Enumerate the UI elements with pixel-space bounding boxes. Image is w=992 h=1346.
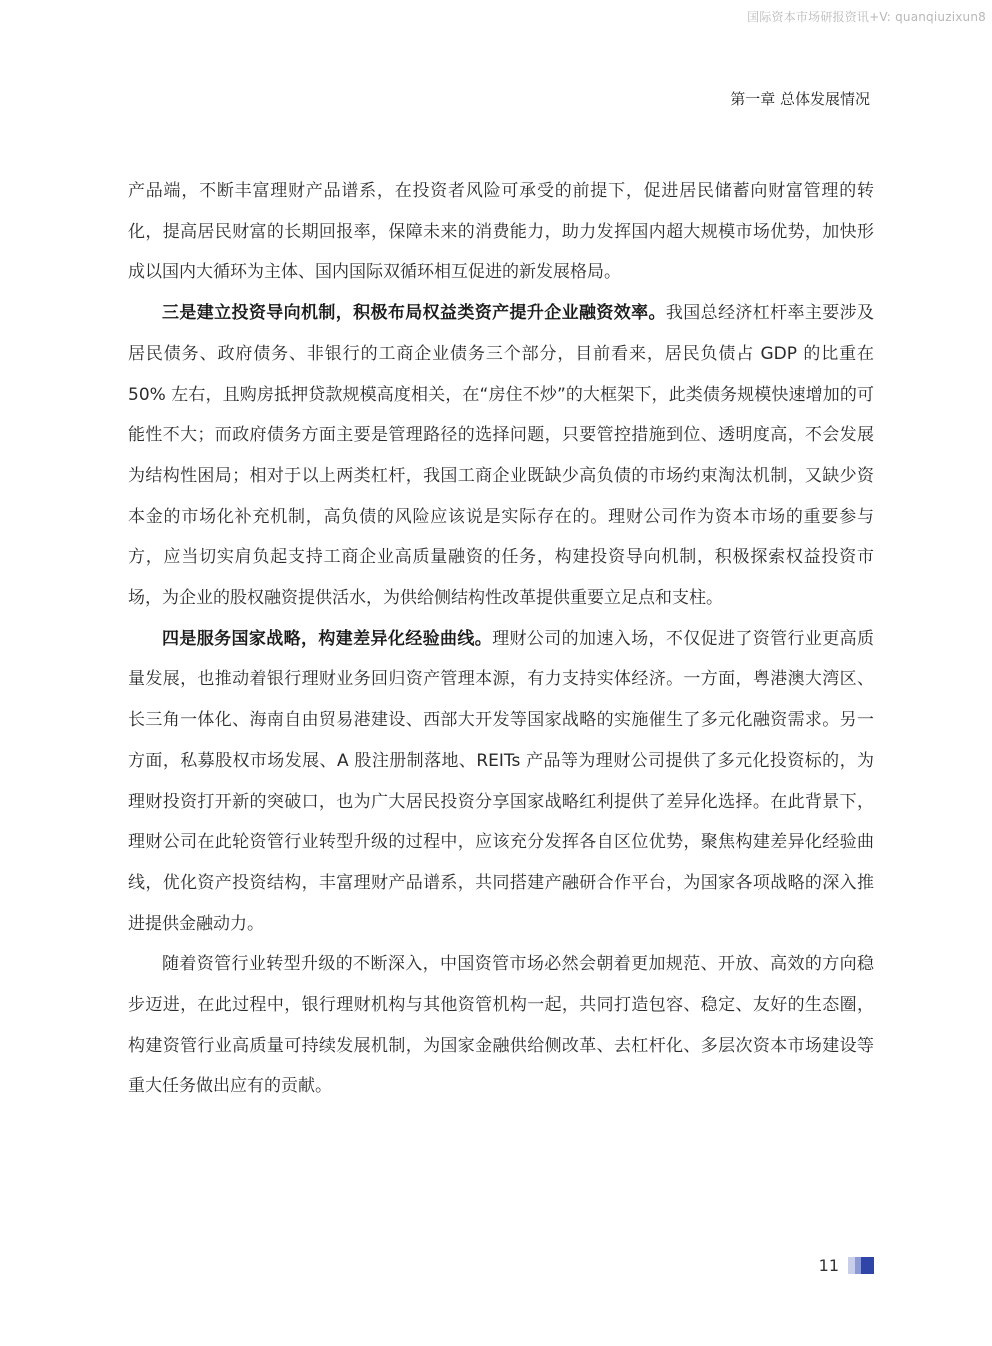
page-mark-dark-block (861, 1257, 874, 1274)
paragraph-lead: 四是服务国家战略，构建差异化经验曲线。 (162, 628, 493, 649)
paragraph-text: 随着资管行业转型升级的不断深入，中国资管市场必然会朝着更加规范、开放、高效的方向稳步迈进，在此过程中，银行理财机构与其他资管机构一起，共同打造包容、稳定、友好的生态圈，构建资管行业高质量可持续发展机制，为国家金融供给侧改革、去杠杆化、多层次资本市场建设等重大任务做出应有的贡献。 (128, 954, 874, 1097)
watermark-text: 国际资本市场研报资讯+V: quanqiuzixun8 (747, 10, 986, 24)
paragraph-text: 我国总经济杠杆率主要涉及居民债务、政府债务、非银行的工商企业债务三个部分，目前看来，居民负债占 GDP 的比重在 50% 左右，且购房抵押贷款规模高度相关，在“房住不炒”的大框架下，此类债务规模快速增加的可能性不大；而政府债务方面主要是管理路径的选择问题，只要管控措施到位、透明度高，不会发展为结构性困局；相对于以上两类杠杆，我国工商企业既缺少高负债的市场约束淘汰机制，又缺少资本金的市场化补充机制，高负债的风险应该说是实际存在的。理财公司作为资本市场的重要参与方，应当切实肩负起支持工商企业高质量融资的任务，构建投资导向机制，积极探索权益投资市场，为企业的股权融资提供活水，为供给侧结构性改革提供重要立足点和支柱。 (128, 303, 874, 609)
paragraph-3 (128, 619, 874, 945)
paragraph-4 (128, 944, 874, 1107)
page-footer (819, 1256, 874, 1275)
chapter-header: 第一章 总体发展情况 (730, 90, 870, 108)
page-mark-light-block (848, 1257, 855, 1274)
paragraph-text: 产品端，不断丰富理财产品谱系，在投资者风险可承受的前提下，促进居民储蓄向财富管理的转化，提高居民财富的长期回报率，保障未来的消费能力，助力发挥国内超大规模市场优势，加快形成以国内大循环为主体、国内国际双循环相互促进的新发展格局。 (128, 181, 874, 283)
paragraph-text: 理财公司的加速入场，不仅促进了资管行业更高质量发展，也推动着银行理财业务回归资产管理本源，有力支持实体经济。一方面，粤港澳大湾区、长三角一体化、海南自由贸易港建设、西部大开发等国家战略的实施催生了多元化融资需求。另一方面，私募股权市场发展、A 股注册制落地、REITs 产品等为理财公司提供了多元化投资标的，为理财投资打开新的突破口，也为广大居民投资分享国家战略红利提供了差异化选择。在此背景下，理财公司在此轮资管行业转型升级的过程中，应该充分发挥各自区位优势，聚焦构建差异化经验曲线，优化资产投资结构，丰富理财产品谱系，共同搭建产融研合作平台，为国家各项战略的深入推进提供金融动力。 (128, 628, 874, 934)
page-mark-decoration (848, 1257, 874, 1274)
page-number: 11 (818, 1256, 839, 1275)
body-text (128, 171, 874, 1107)
paragraph-2 (128, 293, 874, 619)
paragraph-lead: 三是建立投资导向机制，积极布局权益类资产提升企业融资效率。 (162, 303, 666, 324)
paragraph-1 (128, 171, 874, 293)
